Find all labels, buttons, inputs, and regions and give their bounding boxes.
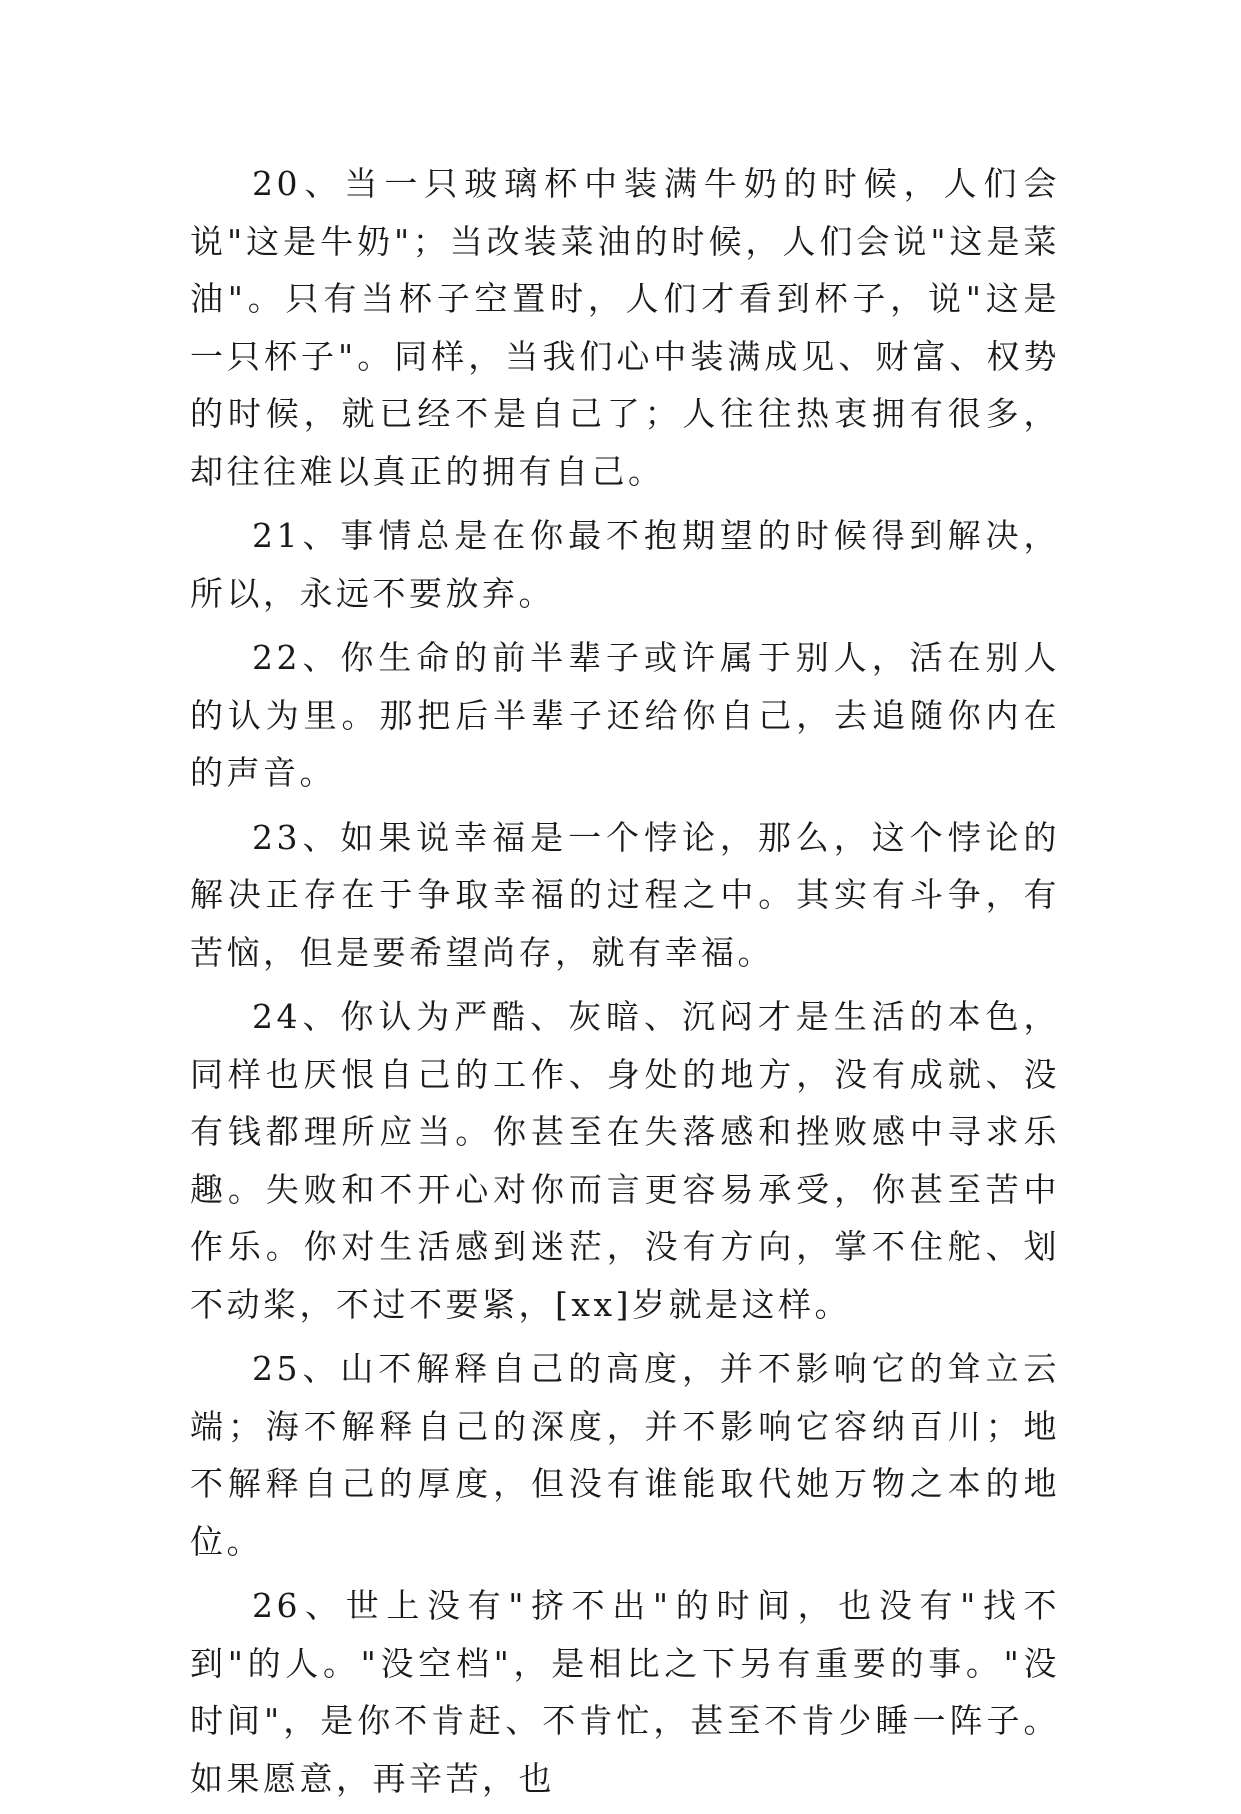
paragraph-26: 26、世上没有"挤不出"的时间，也没有"找不到"的人。"没空档"，是相比之下另有重要的事。"没时间"，是你不肯赶、不肯忙，甚至不肯少睡一阵子。如果愿意，再辛苦，也 <box>190 1586 1060 1798</box>
paragraph-25: 25、山不解释自己的高度，并不影响它的耸立云端；海不解释自己的深度，并不影响它容纳百川；地不解释自己的厚度，但没有谁能取代她万物之本的地位。 <box>190 1349 1060 1561</box>
document-body <box>190 155 1060 1814</box>
paragraph-23: 23、如果说幸福是一个悖论，那么，这个悖论的解决正存在于争取幸福的过程之中。其实有斗争，有苦恼，但是要希望尚存，就有幸福。 <box>190 817 1060 972</box>
paragraph-22: 22、你生命的前半辈子或许属于别人，活在别人的认为里。那把后半辈子还给你自己，去追随你内在的声音。 <box>190 638 1060 792</box>
paragraph-24: 24、你认为严酷、灰暗、沉闷才是生活的本色，同样也厌恨自己的工作、身处的地方，没有成就、没有钱都理所应当。你甚至在失落感和挫败感中寻求乐趣。失败和不开心对你而言更容易承受，你甚至苦中作乐。你对生活感到迷茫，没有方向，掌不住舵、划不动桨，不过不要紧，[xx]岁就是这样。 <box>190 997 1060 1324</box>
paragraph-21: 21、事情总是在你最不抱期望的时候得到解决，所以，永远不要放弃。 <box>190 516 1060 613</box>
paragraph-20: 20、当一只玻璃杯中装满牛奶的时候，人们会说"这是牛奶"；当改装菜油的时候，人们会说"这是菜油"。只有当杯子空置时，人们才看到杯子，说"这是一只杯子"。同样，当我们心中装满成见、财富、权势的时候，就已经不是自己了；人往往热衷拥有很多，却往往难以真正的拥有自己。 <box>190 164 1060 491</box>
